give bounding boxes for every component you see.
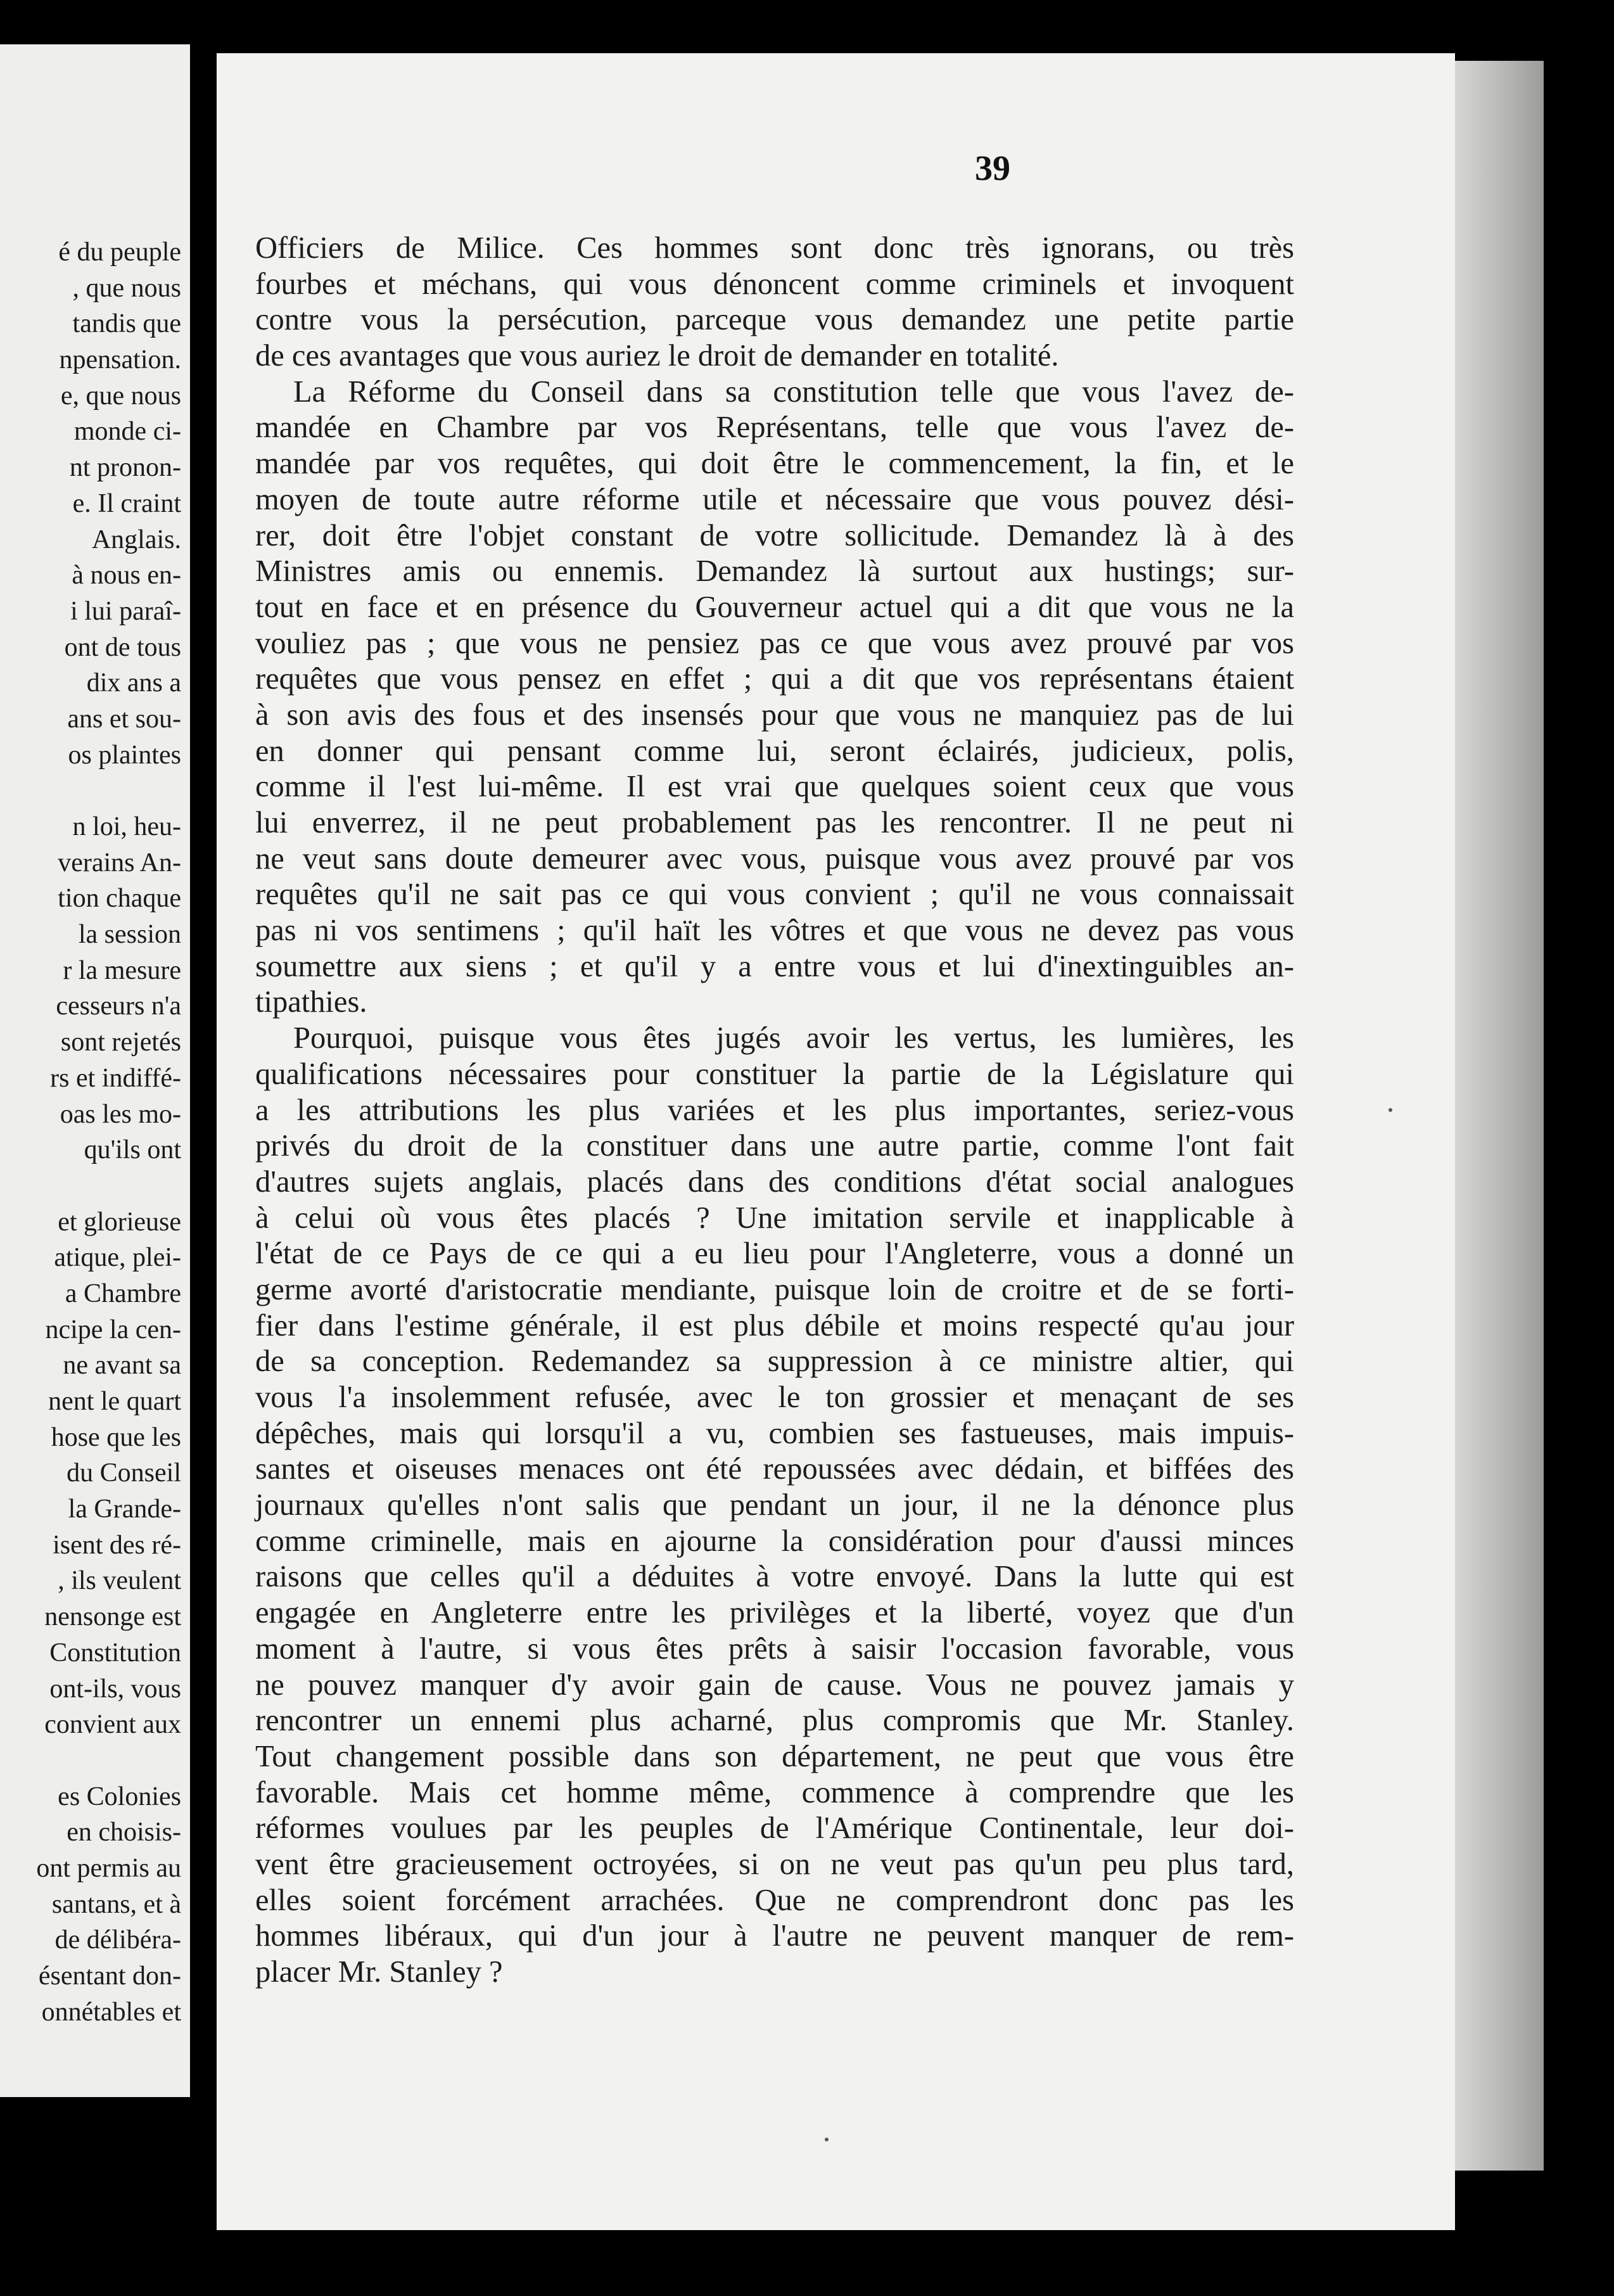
text-line: ne veut sans doute demeurer avec vous, puisque vous avez prouvé par vos [255, 841, 1294, 876]
previous-page-line: ésentant don- [38, 1961, 181, 1991]
previous-page-line: qu'ils ont [84, 1135, 181, 1165]
text-line: dépêches, mais qui lorsqu'il a vu, combien ses fastueuses, mais impuis- [255, 1416, 1294, 1450]
text-line: placer Mr. Stanley ? [255, 1955, 503, 1989]
previous-page-line: , que nous [72, 273, 181, 303]
text-line: hommes libéraux, qui d'un jour à l'autre ne peuvent manquer de rem- [255, 1919, 1294, 1953]
text-line: contre vous la persécution, parceque vous demandez une petite partie [255, 303, 1294, 337]
text-line: a les attributions les plus variées et les plus importantes, seriez-vous [255, 1093, 1294, 1127]
text-line: réformes voulues par les peuples de l'Amérique Continentale, leur doi- [255, 1811, 1294, 1846]
body-text [255, 231, 1294, 1991]
previous-page-line: du Conseil [67, 1458, 181, 1488]
text-line: à son avis des fous et des insensés pour que vous ne manquiez pas de lui [255, 698, 1294, 732]
text-line: à celui où vous êtes placés ? Une imitation servile et inapplicable à [255, 1201, 1294, 1235]
text-line: mandée par vos requêtes, qui doit être le commencement, la fin, et le [255, 447, 1294, 481]
text-line: elles soient forcément arrachées. Que ne comprendront donc pas les [255, 1883, 1294, 1917]
text-line: moyen de toute autre réforme utile et nécessaire que vous pouvez dési- [255, 482, 1294, 516]
text-line: comme criminelle, mais en ajourne la considération pour d'aussi minces [255, 1524, 1294, 1558]
text-line: Officiers de Milice. Ces hommes sont donc très ignorans, ou très [255, 231, 1294, 265]
text-line: vouliez pas ; que vous ne pensiez pas ce que vous avez prouvé par vos [255, 626, 1294, 660]
text-line: de ces avantages que vous auriez le droit de demander en totalité. [255, 339, 1059, 373]
previous-page-line: npensation. [59, 345, 181, 375]
text-line: requêtes que vous pensez en effet ; qui a dit que vos représentans étaient [255, 662, 1294, 696]
previous-page-line: verains An- [58, 848, 181, 877]
text-line: requêtes qu'il ne sait pas ce qui vous convient ; qu'il ne vous connaissait [255, 877, 1294, 912]
previous-page-line: isent des ré- [53, 1530, 181, 1560]
text-line: journaux qu'elles n'ont salis que pendant un jour, il ne la dénonce plus [255, 1488, 1294, 1522]
previous-page-line: Anglais. [91, 525, 181, 554]
text-line: mandée en Chambre par vos Représentans, telle que vous l'avez de- [255, 411, 1294, 445]
text-line: santes et oiseuses menaces ont été repoussées avec dédain, et biffées des [255, 1452, 1294, 1486]
text-line: engagée en Angleterre entre les privilèges et la liberté, voyez que d'un [255, 1596, 1294, 1630]
text-line: l'état de ce Pays de ce qui a eu lieu pour l'Angleterre, vous a donné un [255, 1237, 1294, 1271]
text-line: fourbes et méchans, qui vous dénoncent comme criminels et invoquent [255, 267, 1294, 301]
text-line: germe avorté d'aristocratie mendiante, puisque loin de croitre et de se forti- [255, 1272, 1294, 1306]
text-line: privés du droit de la constituer dans une autre partie, comme l'ont fait [255, 1129, 1294, 1163]
text-line: soumettre aux siens ; et qu'il y a entre vous et lui d'inextinguibles an- [255, 949, 1294, 983]
previous-page-line: nensonge est [44, 1602, 181, 1632]
previous-page-line: ont-ils, vous [49, 1674, 181, 1704]
previous-page-line: e. Il craint [72, 488, 181, 518]
text-line: favorable. Mais cet homme même, commence à comprendre que les [255, 1775, 1294, 1809]
previous-page-line: ans et sou- [67, 704, 181, 734]
previous-page-line: es Colonies [58, 1782, 181, 1811]
previous-page-line [36, 773, 181, 809]
text-line: Ministres amis ou ennemis. Demandez là surtout aux hustings; sur- [255, 554, 1294, 589]
previous-page-line: cesseurs n'a [56, 992, 181, 1021]
text-line: comme il l'est lui-même. Il est vrai que quelques soient ceux que vous [255, 770, 1294, 804]
previous-page-line: ncipe la cen- [45, 1315, 181, 1344]
previous-page-line: hose que les [51, 1422, 181, 1452]
text-line: lui enverrez, il ne peut probablement pas les rencontrer. Il ne peut ni [255, 806, 1294, 839]
ink-speck [1388, 1108, 1392, 1112]
previous-page-line: n loi, heu- [72, 812, 181, 841]
previous-page-line: onnétables et [41, 1997, 181, 2027]
previous-page-line: e, que nous [60, 381, 181, 411]
text-line: qualifications nécessaires pour constituer la partie de la Législature qui [255, 1057, 1294, 1091]
text-line: vous l'a insolemment refusée, avec le ton grossier et menaçant de ses [255, 1381, 1294, 1414]
previous-page-line [36, 1743, 181, 1779]
text-line: moment à l'autre, si vous êtes prêts à saisir l'occasion favorable, vous [255, 1631, 1294, 1666]
previous-page-text [36, 234, 181, 2030]
text-line: Pourquoi, puisque vous êtes jugés avoir les vertus, les lumières, les [293, 1021, 1294, 1056]
previous-page-line: nent le quart [48, 1387, 181, 1416]
ink-speck [825, 2138, 829, 2141]
previous-page-line: rs et indiffé- [50, 1063, 181, 1093]
page-number: 39 [975, 149, 1010, 188]
text-line: pas ni vos sentimens ; qu'il haït les vôtres et que vous ne devez pas vous [255, 914, 1294, 948]
previous-page-line: dix ans a [86, 668, 181, 698]
previous-page-line: à nous en- [72, 561, 181, 590]
page-edge-shadow [1455, 61, 1544, 2171]
text-line: La Réforme du Conseil dans sa constitution telle que vous l'avez de- [293, 374, 1294, 409]
previous-page-line: i lui paraî- [70, 596, 181, 626]
text-line: vent être gracieusement octroyées, si on ne veut pas qu'un peu plus tard, [255, 1847, 1294, 1881]
previous-page-line: Constitution [49, 1638, 181, 1668]
previous-page-line: sont rejetés [60, 1028, 181, 1057]
previous-page-line: convient aux [44, 1710, 181, 1740]
previous-page-line: tandis que [72, 309, 181, 339]
text-line: tipathies. [255, 985, 367, 1019]
previous-page-line: ont de tous [64, 632, 181, 662]
text-line: Tout changement possible dans son département, ne peut que vous être [255, 1739, 1294, 1773]
text-line: raisons que celles qu'il a déduites à votre envoyé. Dans la lutte qui est [255, 1560, 1294, 1594]
previous-page-line: os plaintes [68, 740, 181, 770]
previous-page-line: la Grande- [68, 1495, 181, 1524]
previous-page-line: de délibéra- [54, 1925, 181, 1955]
previous-page-line: atique, plei- [54, 1243, 181, 1273]
text-line: rencontrer un ennemi plus acharné, plus compromis que Mr. Stanley. [255, 1704, 1294, 1738]
text-line: de sa conception. Redemandez sa suppression à ce ministre altier, qui [255, 1344, 1294, 1379]
text-line: ne pouvez manquer d'y avoir gain de cause. Vous ne pouvez jamais y [255, 1668, 1294, 1702]
previous-page-line: oas les mo- [60, 1099, 181, 1129]
previous-page-line: tion chaque [58, 884, 181, 914]
previous-page-line: a Chambre [65, 1279, 181, 1308]
previous-page-line: ne avant sa [63, 1351, 181, 1381]
previous-page-line [36, 1168, 181, 1204]
previous-page-line: et glorieuse [58, 1207, 181, 1237]
previous-page-line: santans, et à [51, 1889, 181, 1919]
text-line: en donner qui pensant comme lui, seront éclairés, judicieux, polis, [255, 734, 1294, 768]
previous-page-line: nt pronon- [69, 453, 181, 483]
text-line: d'autres sujets anglais, placés dans des conditions d'état social analogues [255, 1164, 1294, 1199]
previous-page-line: ont permis au [36, 1853, 181, 1883]
previous-page-line: é du peuple [58, 238, 181, 267]
previous-page-line: , ils veulent [58, 1566, 181, 1596]
text-line: fier dans l'estime générale, il est plus débile et moins respecté qu'au jour [255, 1308, 1294, 1343]
previous-page-line: monde ci- [73, 417, 181, 447]
previous-page-line: r la mesure [63, 955, 181, 985]
previous-page-line: la session [78, 920, 181, 950]
text-line: tout en face et en présence du Gouverneur actuel qui a dit que vous ne la [255, 590, 1294, 624]
previous-page-fragment [0, 44, 190, 2097]
text-line: rer, doit être l'objet constant de votre sollicitude. Demandez là à des [255, 518, 1294, 552]
previous-page-line: en choisis- [67, 1818, 181, 1847]
